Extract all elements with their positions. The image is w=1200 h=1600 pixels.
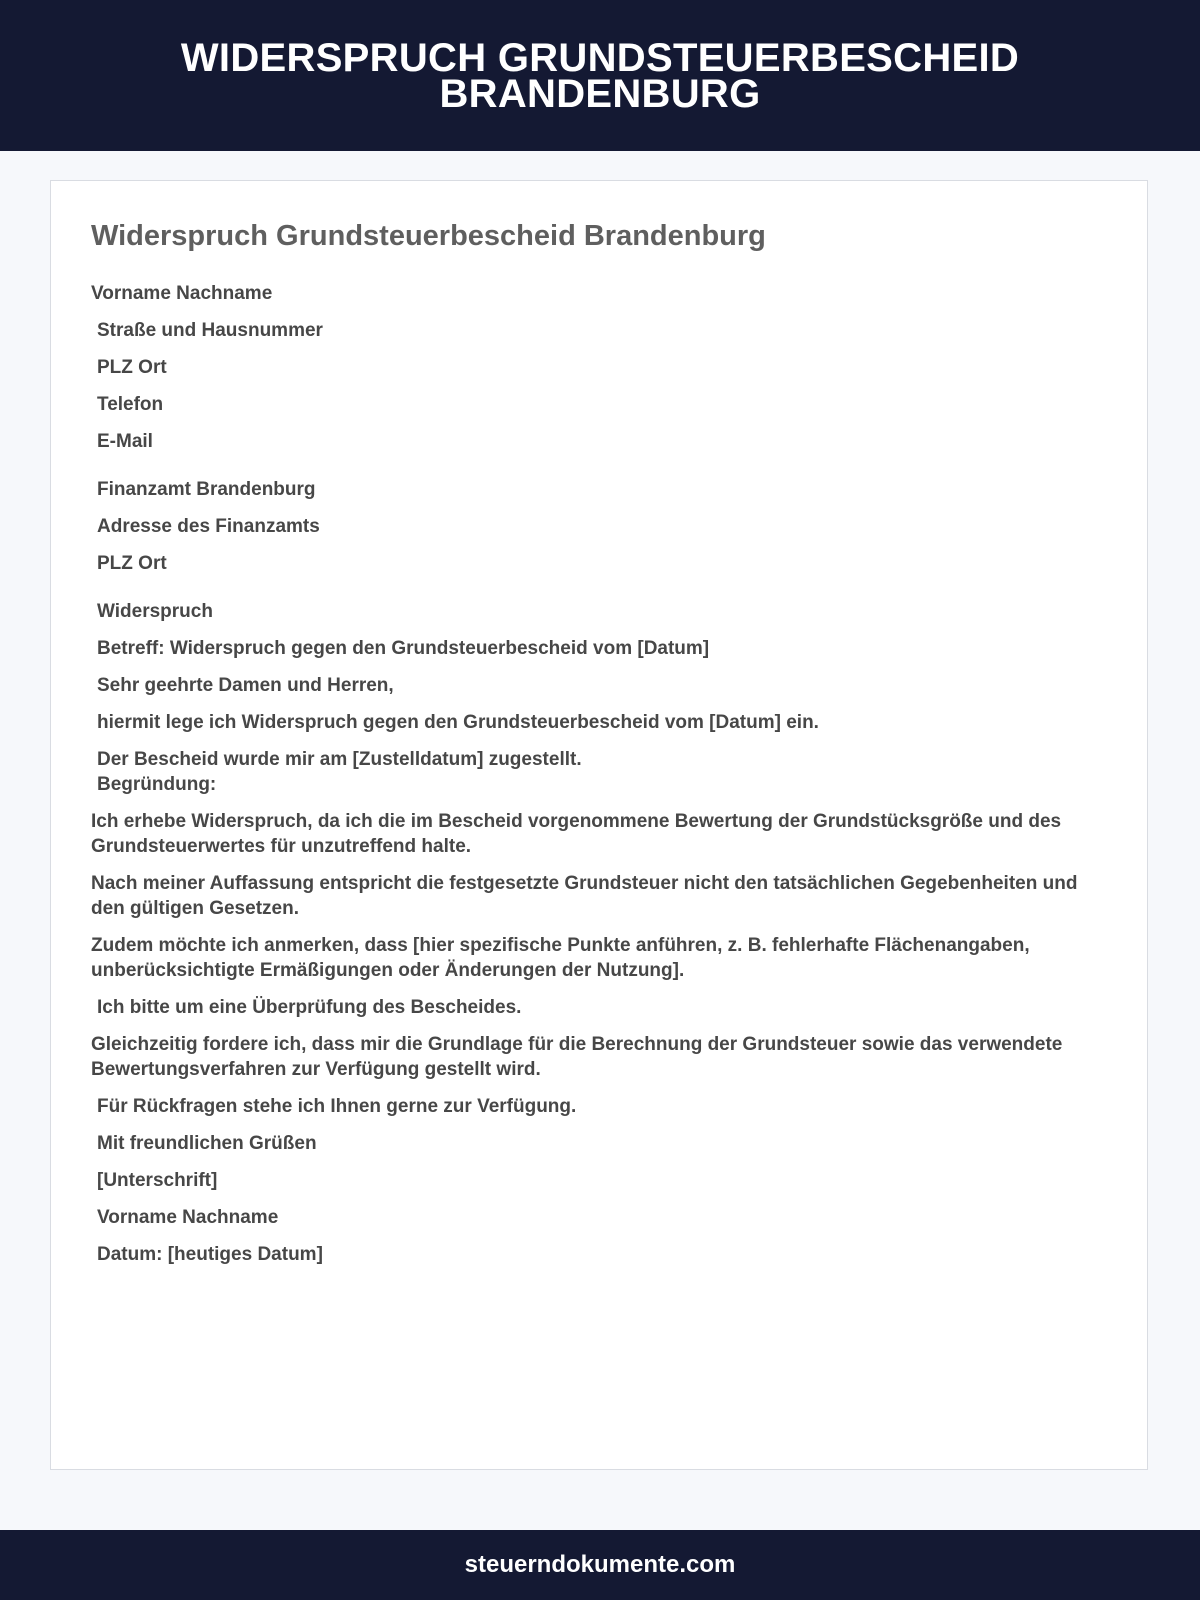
recipient-office: Finanzamt Brandenburg: [97, 479, 316, 500]
sender-street: Straße und Hausnummer: [97, 320, 323, 341]
date-line: Datum: [heutiges Datum]: [97, 1244, 323, 1265]
banner-title: WIDERSPRUCH GRUNDSTEUERBESCHEID BRANDENBURG: [180, 35, 1020, 116]
sender-city: PLZ Ort: [97, 357, 167, 378]
reason-group-2: [91, 871, 1107, 1020]
signer-name: Vorname Nachname: [97, 1207, 279, 1228]
reason-paragraph-1: Ich erhebe Widerspruch, da ich die im Bescheid vorgenommene Bewertung der Grundstücksgröße und des Grundsteuerwertes für unzutreffend halte.: [91, 811, 1062, 857]
closing: Mit freundlichen Grüßen: [97, 1133, 317, 1154]
demand-paragraph: Gleichzeitig fordere ich, dass mir die Grundlage für die Berechnung der Grundsteuer sowie das verwendete Bewertungsverfahren zur Verfügung gestellt wird.: [91, 1034, 1063, 1080]
recipient-city: PLZ Ort: [97, 553, 167, 574]
availability-paragraph: Für Rückfragen stehe ich Ihnen gerne zur Verfügung.: [97, 1096, 577, 1117]
page-footer: [0, 1530, 1200, 1600]
intro-paragraph: hiermit lege ich Widerspruch gegen den Grundsteuerbescheid vom [Datum] ein.: [97, 712, 819, 733]
subject-type: Widerspruch: [97, 601, 213, 622]
sender-name: Vorname Nachname: [91, 283, 273, 304]
signature-placeholder: [Unterschrift]: [97, 1170, 218, 1191]
sender-email: E-Mail: [97, 431, 153, 452]
document-heading: Widerspruch Grundsteuerbescheid Brandenburg: [91, 220, 766, 252]
footer-site-link[interactable]: steuerndokumente.com: [464, 1551, 736, 1578]
sender-block: [91, 281, 1107, 454]
delivery-paragraph: Der Bescheid wurde mir am [Zustelldatum] zugestellt.: [97, 749, 582, 770]
document-card: [50, 180, 1148, 1470]
subject-line: Betreff: Widerspruch gegen den Grundsteuerbescheid vom [Datum]: [97, 638, 710, 659]
reason-paragraph-2: Nach meiner Auffassung entspricht die festgesetzte Grundsteuer nicht den tatsächlichen Gegebenheiten und den gültigen Gesetzen.: [91, 873, 1078, 919]
document-body: [51, 181, 1147, 1267]
review-request: Ich bitte um eine Überprüfung des Bescheides.: [97, 997, 522, 1018]
demand-group: [91, 1032, 1107, 1119]
sender-phone: Telefon: [97, 394, 164, 415]
top-banner: [0, 0, 1200, 151]
recipient-address: Adresse des Finanzamts: [97, 516, 320, 537]
recipient-block: [91, 477, 1107, 576]
reason-paragraph-3: Zudem möchte ich anmerken, dass [hier spezifische Punkte anführen, z. B. fehlerhafte Flächenangaben, unberücksichtigte Ermäßigungen oder Änderungen der Nutzung].: [91, 935, 1030, 981]
salutation: Sehr geehrte Damen und Herren,: [97, 675, 394, 696]
reason-label: Begründung:: [97, 774, 217, 795]
letter-body: [91, 599, 1107, 1267]
